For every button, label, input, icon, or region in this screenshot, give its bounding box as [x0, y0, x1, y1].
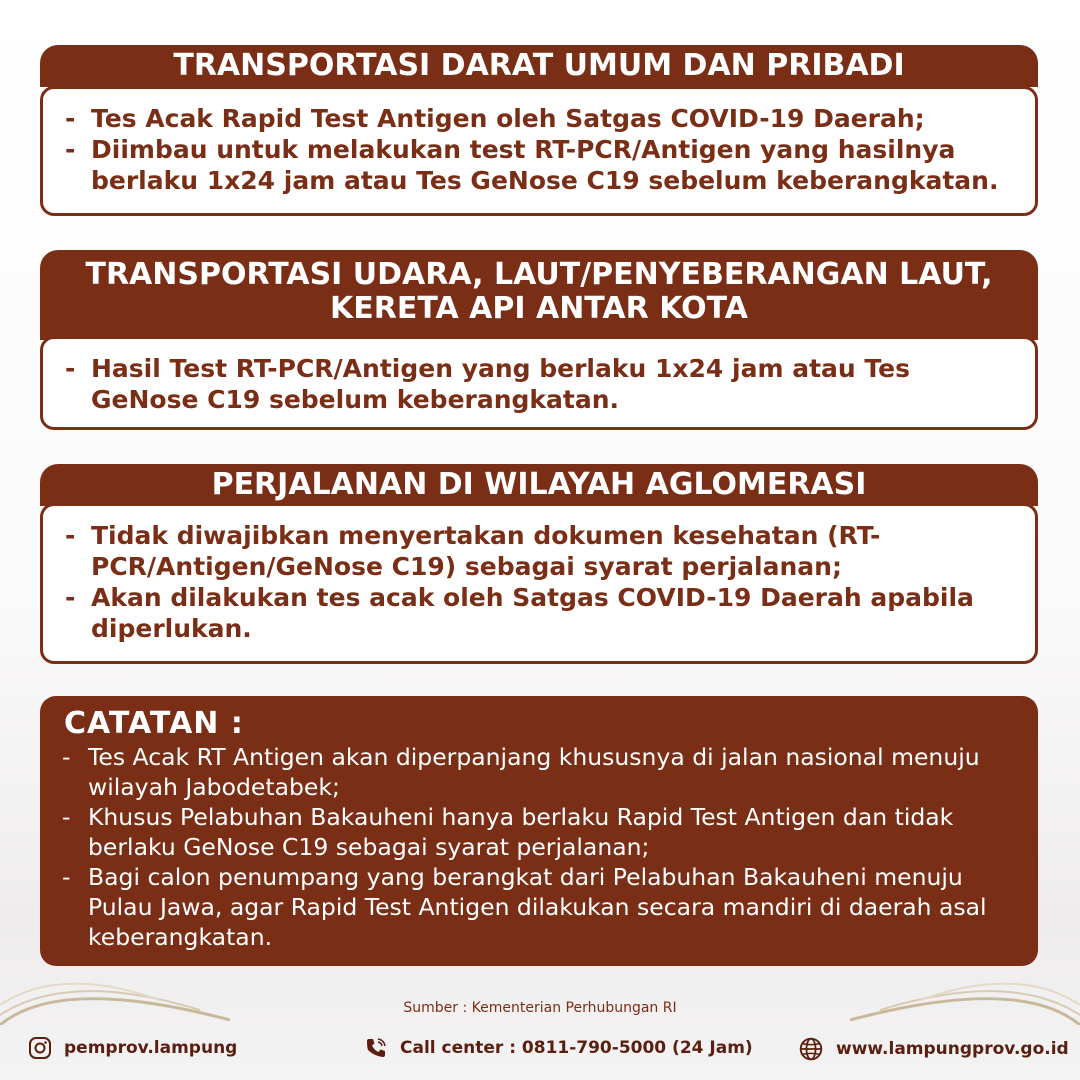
section-3-box	[40, 503, 1038, 664]
call-center-text: Call center : 0811-790-5000 (24 Jam)	[400, 1038, 753, 1058]
ornament-right	[850, 965, 1080, 1025]
list-item: - Akan dilakukan tes acak oleh Satgas COVID-19 Daerah apabila diperlukan.	[63, 582, 1021, 644]
section-3-heading	[40, 464, 1038, 506]
section-2-box	[40, 336, 1038, 430]
list-item: - Bagi calon penumpang yang berangkat dari Pelabuhan Bakauheni menuju Pulau Jawa, agar Rapid Test Antigen dilakukan secara mandiri di daerah asal keberangkatan.	[60, 862, 1024, 952]
section-1-list	[43, 103, 1035, 196]
footer-call-center[interactable]	[364, 1036, 753, 1060]
list-item: - Tes Acak RT Antigen akan diperpanjang khususnya di jalan nasional menuju wilayah Jabodetabek;	[60, 742, 1024, 802]
list-item: - Khusus Pelabuhan Bakauheni hanya berlaku Rapid Test Antigen dan tidak berlaku GeNose C19 sebagai syarat perjalanan;	[60, 802, 1024, 862]
footer-instagram[interactable]	[28, 1036, 237, 1060]
list-item: - Tidak diwajibkan menyertakan dokumen kesehatan (RT-PCR/Antigen/GeNose C19) sebagai syarat perjalanan;	[63, 520, 1021, 582]
list-item: - Hasil Test RT-PCR/Antigen yang berlaku 1x24 jam atau Tes GeNose C19 sebelum keberangkatan.	[63, 353, 1021, 415]
list-item: - Tes Acak Rapid Test Antigen oleh Satgas COVID-19 Daerah;	[63, 103, 1021, 134]
list-item: - Diimbau untuk melakukan test RT-PCR/Antigen yang hasilnya berlaku 1x24 jam atau Tes GeNose C19 sebelum keberangkatan.	[63, 134, 1021, 196]
section-2-heading-line-2: KERETA API ANTAR KOTA	[330, 290, 748, 326]
catatan-title: CATATAN :	[64, 706, 244, 741]
ornament-left	[0, 965, 230, 1025]
source-note: Sumber : Kementerian Perhubungan RI	[403, 1000, 677, 1016]
section-3-list	[43, 520, 1035, 644]
phone-icon	[364, 1036, 388, 1060]
section-2-heading	[40, 250, 1038, 340]
footer	[0, 1036, 1080, 1072]
instagram-icon	[28, 1036, 52, 1060]
website-url: www.lampungprov.go.id	[836, 1039, 1069, 1059]
section-2-list	[43, 353, 1035, 415]
instagram-handle: pemprov.lampung	[64, 1038, 238, 1058]
catatan-list	[40, 742, 1038, 952]
footer-website[interactable]	[798, 1036, 1069, 1062]
section-3-heading-line-1: PERJALANAN DI WILAYAH AGLOMERASI	[211, 467, 867, 502]
section-2-heading-line-1: TRANSPORTASI UDARA, LAUT/PENYEBERANGAN LAUT,	[85, 257, 993, 292]
section-1-box	[40, 86, 1038, 216]
globe-icon	[798, 1036, 824, 1062]
section-1-heading	[40, 45, 1038, 87]
section-1-heading-line-1: TRANSPORTASI DARAT UMUM DAN PRIBADI	[173, 48, 905, 83]
catatan-box	[40, 696, 1038, 966]
